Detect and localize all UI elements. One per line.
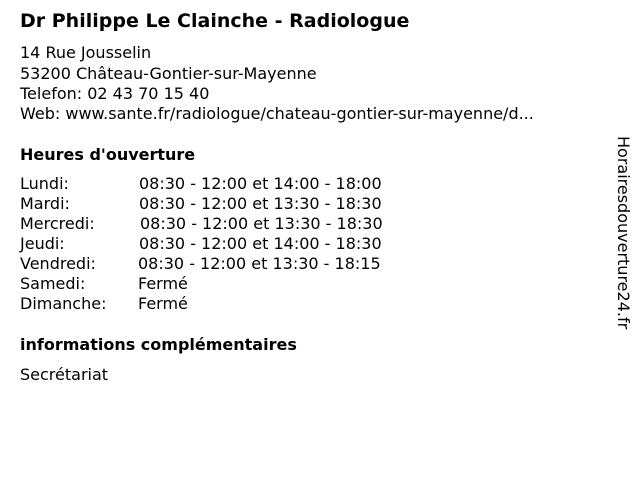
opening-hours-heading: Heures d'ouverture [20, 145, 196, 164]
page-title: Dr Philippe Le Clainche - Radiologue [20, 10, 410, 32]
day-hours: Fermé [138, 274, 188, 293]
website-link[interactable]: Web: www.sante.fr/radiologue/chateau-gontier-sur-mayenne/d... [20, 104, 534, 123]
address-city: 53200 Château-Gontier-sur-Mayenne [20, 64, 317, 83]
day-label: Jeudi: [20, 234, 65, 253]
day-label: Dimanche: [20, 294, 107, 313]
day-hours: 08:30 - 12:00 et 14:00 - 18:30 [139, 234, 382, 253]
side-brand-text: Horairesdouverture24.fr [614, 136, 633, 330]
additional-info-heading: informations complémentaires [20, 335, 297, 354]
day-hours: Fermé [138, 294, 188, 313]
day-label: Mardi: [20, 194, 70, 213]
day-label: Samedi: [20, 274, 86, 293]
day-label: Lundi: [20, 174, 69, 193]
day-label: Vendredi: [20, 254, 96, 273]
additional-info-text: Secrétariat [20, 365, 109, 384]
day-hours: 08:30 - 12:00 et 13:30 - 18:30 [140, 214, 383, 233]
day-label: Mercredi: [20, 214, 95, 233]
phone-number: Telefon: 02 43 70 15 40 [20, 84, 210, 103]
day-hours: 08:30 - 12:00 et 13:30 - 18:15 [138, 254, 381, 273]
day-hours: 08:30 - 12:00 et 13:30 - 18:30 [139, 194, 382, 213]
address-street: 14 Rue Jousselin [20, 43, 152, 62]
day-hours: 08:30 - 12:00 et 14:00 - 18:00 [139, 174, 382, 193]
